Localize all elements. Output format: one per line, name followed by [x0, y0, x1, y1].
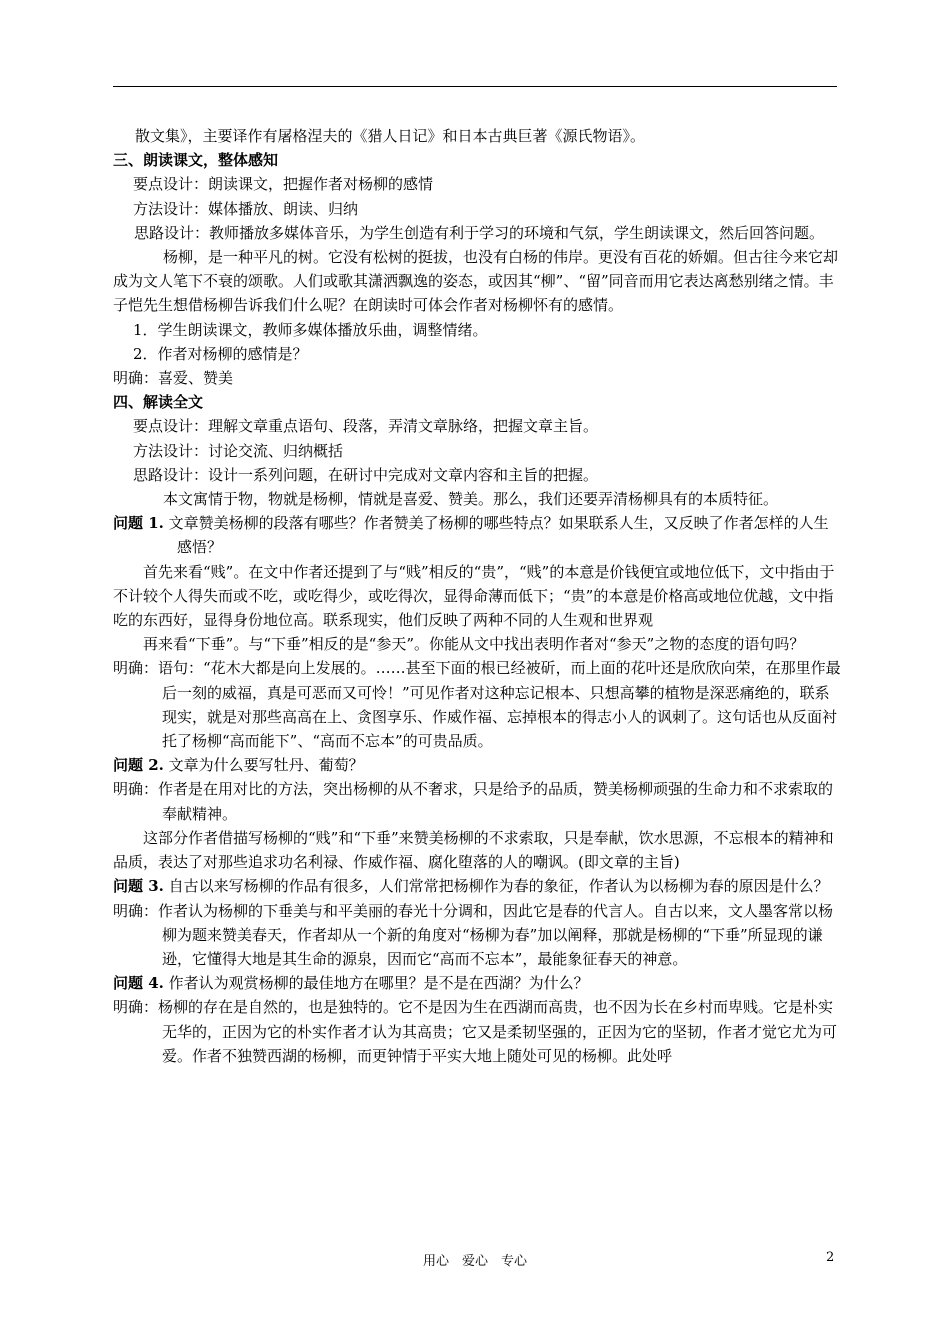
paragraph: 首先来看“贱”。在文中作者还提到了与“贱”相反的“贵”，“贱”的本意是价钱便宜或地位低下，文中指由于不计较个人得失而或不吃，或吃得少，或吃得次，显得命薄而低下；“贵”的本意是价格高或地位优越，文中指吃的东西好，显得身份地位高。联系现实，他们反映了两种不同的人生观和世界观	[113, 562, 835, 630]
question-text: 文章为什么要写牡丹、葡萄？	[168, 756, 364, 775]
header-rule	[113, 86, 837, 87]
question-label: 问题 1.	[113, 514, 164, 533]
paragraph: 散文集》，主要译作有屠格涅夫的《猎人日记》和日本古典巨著《源氏物语》。	[135, 127, 646, 145]
list-item: 1．学生朗读课文，教师多媒体播放乐曲，调整情绪。	[133, 320, 488, 339]
list-item: 2．作者对杨柳的感情是？	[133, 344, 308, 363]
question-label: 问题 4.	[113, 974, 164, 993]
question	[113, 874, 841, 898]
paragraph: 杨柳，是一种平凡的树。它没有松树的挺拔，也没有白杨的伟岸。更没有百花的娇媚。但古往今来它却成为文人笔下不衰的颂歌。人们或歌其潇洒飘逸的姿态，或因其“柳”、“留”同音而用它表达离愁别绪之情。丰子恺先生想借杨柳告诉我们什么呢？在朗读时可体会作者对杨柳怀有的感情。	[113, 248, 839, 315]
paragraph: 要点设计：朗读课文，把握作者对杨柳的感情	[133, 175, 434, 194]
paragraph: 方法设计：媒体播放、朗读、归纳	[133, 199, 359, 218]
section-heading: 三、朗读课文，整体感知	[113, 151, 279, 170]
paragraph: 思路设计：教师播放多媒体音乐，为学生创造有利于学习的环境和气氛，学生朗读课文，然后回答问题。	[134, 223, 825, 242]
question-text: 作者认为观赏杨柳的最佳地方在哪里？是不是在西湖？为什么？	[168, 974, 589, 993]
question	[113, 511, 841, 559]
paragraph: 思路设计：设计一系列问题，在研讨中完成对文章内容和主旨的把握。	[133, 465, 599, 484]
paragraph: 方法设计：讨论交流、归纳概括	[133, 441, 344, 460]
paragraph: 要点设计：理解文章重点语句、段落，弄清文章脉络，把握文章主旨。	[133, 417, 599, 436]
paragraph: 这部分作者借描写杨柳的“贱”和“下垂”来赞美杨柳的不求索取，只是奉献，饮水思源，不忘根本的精神和品质，表达了对那些追求功名利禄、作威作福、腐化堕落的人的嘲讽。(即文章的主旨)	[113, 828, 834, 872]
answer: 明确：杨柳的存在是自然的，也是独特的。它不是因为生在西湖而高贵，也不因为长在乡村而卑贱。它是朴实无华的，正因为它的朴实作者才认为其高贵；它又是柔韧坚强的，正因为它的坚韧，作者才觉它尤为可爱。作者不独赞西湖的杨柳，而更钟情于平实大地上随处可见的杨柳。此处呼	[113, 998, 838, 1065]
answer: 明确：语句：“花木大都是向上发展的。……甚至下面的根已经被斫，而上面的花叶还是欣欣向荣，在那里作最后一刻的威福，真是可恶而又可怜！”可见作者对这种忘记根本、只想高攀的植物是深恶痛绝的，联系现实，就是对那些高高在上、贪图享乐、作威作福、忘掉根本的得志小人的讽刺了。这句话也从反面衬托了杨柳“高而能下”、“高而不忘本”的可贵品质。	[113, 659, 841, 751]
document-body	[113, 124, 841, 1068]
page-number: 2	[826, 1250, 835, 1265]
question-label: 问题 2.	[113, 756, 164, 775]
section-heading: 四、解读全文	[113, 393, 204, 412]
paragraph: 明确：喜爱、赞美	[113, 369, 234, 388]
question	[113, 753, 841, 777]
question-text: 文章赞美杨柳的段落有哪些？作者赞美了杨柳的哪些特点？如果联系人生，又反映了作者怎样的人生感悟？	[168, 514, 829, 557]
question-label: 问题 3.	[113, 877, 164, 896]
question-text: 自古以来写杨柳的作品有很多，人们常常把杨柳作为春的象征，作者认为以杨柳为春的原因是什么？	[168, 877, 829, 896]
paragraph: 本文寓情于物，物就是杨柳，情就是喜爱、赞美。那么，我们还要弄清杨柳具有的本质特征。	[163, 490, 779, 509]
answer: 明确：作者是在用对比的方法，突出杨柳的从不奢求，只是给予的品质，赞美杨柳顽强的生命力和不求索取的奉献精神。	[113, 780, 834, 823]
answer: 明确：作者认为杨柳的下垂美与和平美丽的春光十分调和，因此它是春的代言人。自古以来，文人墨客常以杨柳为题来赞美春天，作者却从一个新的角度对“杨柳为春”加以阐释，那就是杨柳的“下垂”所显现的谦逊，它懂得大地是其生命的源泉，因而它“高而不忘本”，最能象征春天的神意。	[113, 901, 834, 968]
question	[113, 971, 841, 995]
footer-motto: 用心 爱心 专心	[422, 1254, 527, 1269]
paragraph: 再来看“下垂”。与“下垂”相反的是“参天”。你能从文中找出表明作者对“参天”之物的态度的语句吗？	[143, 635, 805, 654]
